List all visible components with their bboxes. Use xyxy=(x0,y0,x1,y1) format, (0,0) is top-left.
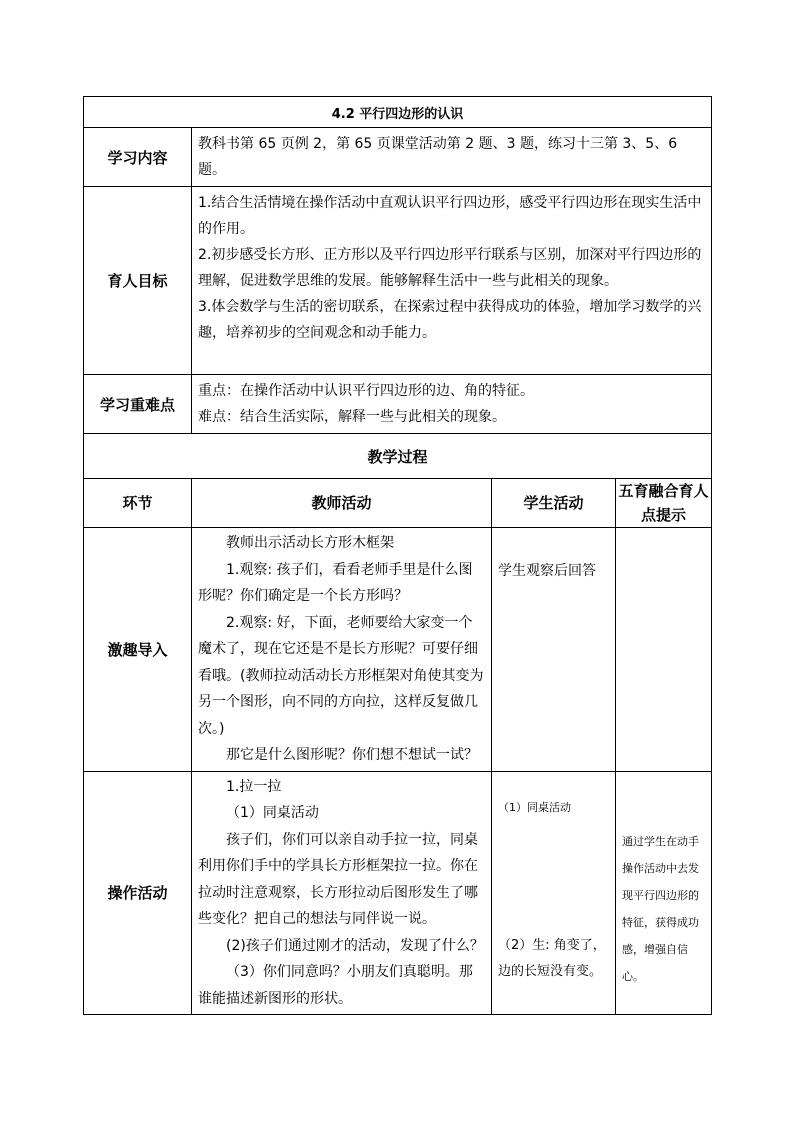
goals-label: 育人目标 xyxy=(84,187,192,375)
teacher-line: 那它是什么图形呢？你们想不想试一试？ xyxy=(226,747,478,763)
student-line: （2）生: 角变了，边的长短没有变。 xyxy=(498,937,606,979)
teacher-line: 孩子们，你们可以亲自动手拉一拉，同桌利用你们手中的学具长方形框架拉一拉。你在拉动时注意观察，长方形拉动后图形发生了哪些变化？把自己的想法与同伴说一说。 xyxy=(198,831,478,927)
title-row xyxy=(84,97,712,128)
teacher-line: 教师出示活动长方形木框架 xyxy=(226,535,394,551)
lesson-title: 4.2 平行四边形的认识 xyxy=(84,97,712,128)
goal-item: 2.初步感受长方形、正方形以及平行四边形平行联系与区别，加深对平行四边形的理解，促进数学思维的发展。能够解释生活中一些与此相关的现象。 xyxy=(198,247,702,289)
student-header: 学生活动 xyxy=(492,479,616,528)
goal-item: 1.结合生活情境在操作活动中直观认识平行四边形，感受平行四边形在现实生活中的作用。 xyxy=(198,195,702,237)
operation-tips: 通过学生在动手操作活动中去发现平行四边形的特征，获得成功感，增强自信心。 xyxy=(616,771,712,1015)
student-line: （1）同桌活动 xyxy=(498,800,571,814)
intro-tips xyxy=(616,528,712,772)
key-points-content xyxy=(192,375,712,434)
teacher-header: 教师活动 xyxy=(192,479,492,528)
operation-teacher-activity xyxy=(192,771,492,1015)
goal-item: 3.体会数学与生活的密切联系，在探索过程中获得成功的体验，增加学习数学的兴趣，培养初步的空间观念和动手能力。 xyxy=(198,299,702,341)
goals-row xyxy=(84,187,712,375)
operation-student-activity xyxy=(492,771,616,1015)
teacher-line: (2)孩子们通过刚才的活动，发现了什么？ xyxy=(226,937,484,954)
intro-row xyxy=(84,528,712,772)
teacher-line: 1.观察: 孩子们，看看老师手里是什么图形呢？你们确定是一个长方形吗？ xyxy=(198,561,473,604)
intro-stage: 激趣导入 xyxy=(84,528,192,772)
operation-row xyxy=(84,771,712,1015)
content-text: 教科书第 65 页例 2，第 65 页课堂活动第 2 题、3 题，练习十三第 3、5、6 题。 xyxy=(192,128,712,187)
intro-student-activity: 学生观察后回答 xyxy=(492,528,616,772)
focus-text: 重点：在操作活动中认识平行四边形的边、角的特征。 xyxy=(198,383,534,399)
content-label: 学习内容 xyxy=(84,128,192,187)
teacher-line: （1）同桌活动 xyxy=(226,805,319,821)
teacher-line: （3）你们同意吗？小朋友们真聪明。那谁能描述新图形的形状。 xyxy=(198,964,473,1007)
process-title: 教学过程 xyxy=(84,434,712,479)
teacher-line: 1.拉一拉 xyxy=(226,778,282,795)
key-points-row xyxy=(84,375,712,434)
operation-stage: 操作活动 xyxy=(84,771,192,1015)
process-header-row xyxy=(84,479,712,528)
goals-content xyxy=(192,187,712,375)
teacher-line: 2.观察: 好，下面，老师要给大家变一个魔术了，现在它还是不是长方形呢？可要仔细看哦。(教师拉动活动长方形框架对角使其变为另一个图形，向不同的方向拉，这样反复做几次。) xyxy=(198,614,484,737)
tips-header: 五育融合育人点提示 xyxy=(616,479,712,528)
content-row xyxy=(84,128,712,187)
spacer xyxy=(498,821,609,933)
stage-header: 环节 xyxy=(84,479,192,528)
process-title-row xyxy=(84,434,712,479)
lesson-plan-table xyxy=(83,96,712,1015)
key-points-label: 学习重难点 xyxy=(84,375,192,434)
difficulty-text: 难点：结合生活实际，解释一些与此相关的现象。 xyxy=(198,409,506,425)
intro-teacher-activity xyxy=(192,528,492,772)
